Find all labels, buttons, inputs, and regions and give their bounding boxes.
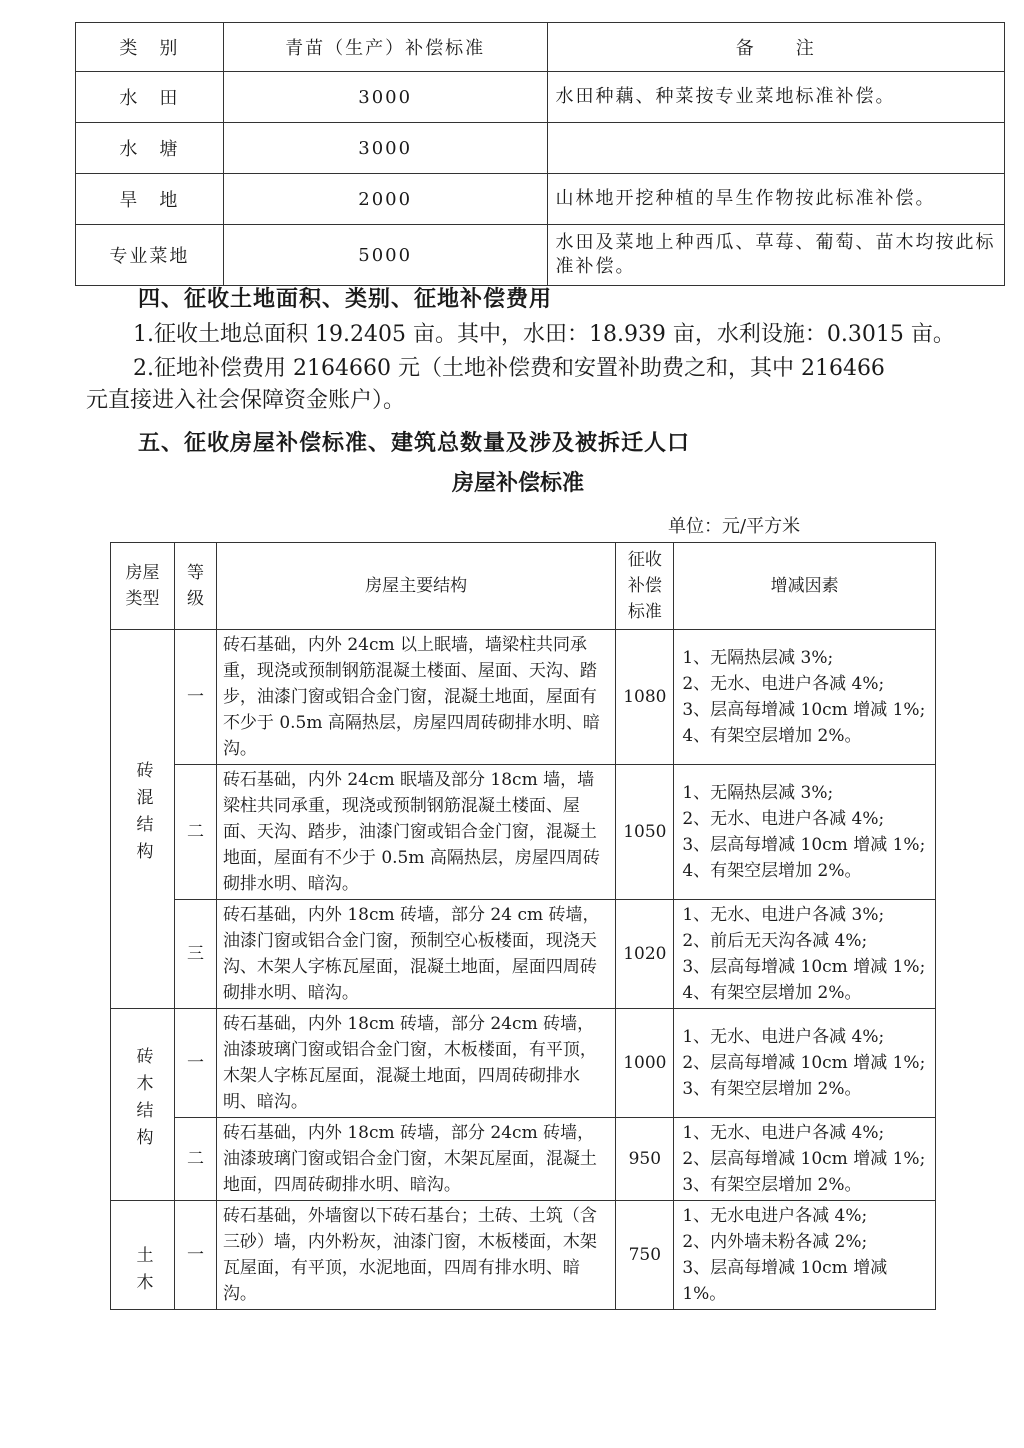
crop-header-note: 备 注 — [547, 23, 1005, 72]
crop-type: 水 塘 — [76, 123, 224, 174]
factor-item: 3、层高每增减 10cm 增减 1%。 — [682, 1258, 888, 1304]
factors-cell — [674, 1201, 936, 1310]
factor-item: 2、无水、电进户各减 4%; — [682, 674, 885, 694]
header-factors: 增减因素 — [674, 543, 936, 630]
section4-heading: 四、征收土地面积、类别、征地补偿费用 — [138, 286, 553, 312]
unit-label: 单位：元/平方米 — [668, 516, 801, 537]
crop-note: 水田种藕、种菜按专业菜地标准补偿。 — [547, 72, 1005, 123]
standard-cell: 750 — [616, 1201, 674, 1310]
section4-paragraph-2-line2: 元直接进入社会保障资金账户）。 — [86, 388, 406, 413]
structure-cell: 砖石基础，内外 18cm 砖墙，部分 24cm 砖墙，油漆玻璃门窗或铝合金门窗，木板楼面，有平顶，木架人字栋瓦屋面，混凝土地面，四周砖砌排水明、暗沟。 — [216, 1009, 615, 1118]
crop-standard: 3000 — [223, 72, 547, 123]
table-row — [111, 900, 936, 1009]
crop-standard: 3000 — [223, 123, 547, 174]
crop-header-type: 类 别 — [76, 23, 224, 72]
header-standard: 征收补偿标准 — [616, 543, 674, 630]
factor-item: 4、有架空层增加 2%。 — [682, 861, 862, 881]
grade-cell: 三 — [174, 900, 216, 1009]
structure-cell: 砖石基础，内外 24cm 以上眠墙，墙梁柱共同承重，现浇或预制钢筋混凝土楼面、屋面、天沟、踏步，油漆门窗或铝合金门窗，混凝土地面，屋面有不少于 0.5m 高隔热层，房屋四周砖砌排水明、暗沟。 — [216, 630, 615, 765]
crop-compensation-table — [75, 22, 1005, 286]
house-table-header — [111, 543, 936, 630]
house-compensation-table — [110, 542, 936, 1310]
structure-cell: 砖石基础，内外 24cm 眠墙及部分 18cm 墙，墙梁柱共同承重，现浇或预制钢筋混凝土楼面、屋面、天沟、踏步，油漆门窗或铝合金门窗，混凝土地面，屋面有不少于 0.5m 高隔热层，房屋四周砖砌排水明、暗沟。 — [216, 765, 615, 900]
standard-cell: 950 — [616, 1118, 674, 1201]
crop-note: 水田及菜地上种西瓜、草莓、葡萄、苗木均按此标准补偿。 — [547, 225, 1005, 286]
crop-type: 旱 地 — [76, 174, 224, 225]
house-type-cell: 砖混结构 — [111, 630, 175, 1009]
factor-item: 1、无水、电进户各减 4%; — [682, 1123, 885, 1143]
structure-cell: 砖石基础，内外 18cm 砖墙，部分 24cm 砖墙，油漆玻璃门窗或铝合金门窗，木架瓦屋面，混凝土地面，四周砖砌排水明、暗沟。 — [216, 1118, 615, 1201]
grade-cell: 一 — [174, 1201, 216, 1310]
factor-item: 2、层高每增减 10cm 增减 1%; — [682, 1053, 926, 1073]
factors-cell — [674, 765, 936, 900]
factor-item: 4、有架空层增加 2%。 — [682, 726, 862, 746]
factor-item: 3、层高每增减 10cm 增减 1%; — [682, 700, 926, 720]
factors-cell — [674, 900, 936, 1009]
crop-note — [547, 123, 1005, 174]
standard-cell: 1080 — [616, 630, 674, 765]
header-grade: 等级 — [174, 543, 216, 630]
factor-item: 2、层高每增减 10cm 增减 1%; — [682, 1149, 926, 1169]
factor-item: 1、无隔热层减 3%; — [682, 648, 834, 668]
grade-cell: 二 — [174, 1118, 216, 1201]
standard-cell: 1000 — [616, 1009, 674, 1118]
table-row — [76, 123, 1005, 174]
table-row — [76, 174, 1005, 225]
factor-item: 4、有架空层增加 2%。 — [682, 983, 862, 1003]
crop-table-header — [76, 23, 1005, 72]
table-row — [111, 630, 936, 765]
factor-item: 3、层高每增减 10cm 增减 1%; — [682, 957, 926, 977]
factor-item: 3、有架空层增加 2%。 — [682, 1175, 862, 1195]
grade-cell: 二 — [174, 765, 216, 900]
factor-item: 2、前后无天沟各减 4%; — [682, 931, 868, 951]
crop-type: 专业菜地 — [76, 225, 224, 286]
header-structure: 房屋主要结构 — [216, 543, 615, 630]
table-row — [111, 1118, 936, 1201]
table-row — [111, 1009, 936, 1118]
header-house-type: 房屋类型 — [111, 543, 175, 630]
factor-item: 1、无水、电进户各减 4%; — [682, 1027, 885, 1047]
grade-cell: 一 — [174, 1009, 216, 1118]
section4-paragraph-2-line1: 2.征地补偿费用 2164660 元（土地补偿费和安置补助费之和，其中 216466 — [133, 356, 885, 381]
table-row — [111, 765, 936, 900]
crop-note: 山林地开挖种植的旱生作物按此标准补偿。 — [547, 174, 1005, 225]
factor-item: 3、有架空层增加 2%。 — [682, 1079, 862, 1099]
standard-cell: 1050 — [616, 765, 674, 900]
crop-standard: 5000 — [223, 225, 547, 286]
house-type-cell: 砖木结构 — [111, 1009, 175, 1201]
house-table-title: 房屋补偿标准 — [452, 470, 585, 496]
table-row — [111, 1201, 936, 1310]
factor-item: 1、无隔热层减 3%; — [682, 783, 834, 803]
house-type-cell: 土木 — [111, 1201, 175, 1310]
structure-cell: 砖石基础，外墙窗以下砖石基台；土砖、土筑（含三砂）墙，内外粉灰，油漆门窗，木板楼面，木架瓦屋面，有平顶，水泥地面，四周有排水明、暗沟。 — [216, 1201, 615, 1310]
factor-item: 1、无水、电进户各减 3%; — [682, 905, 885, 925]
structure-cell: 砖石基础，内外 18cm 砖墙，部分 24 cm 砖墙，油漆门窗或铝合金门窗，预制空心板楼面，现浇天沟、木架人字栋瓦屋面，混凝土地面，屋面四周砖砌排水明、暗沟。 — [216, 900, 615, 1009]
factors-cell — [674, 630, 936, 765]
factor-item: 2、内外墙未粉各减 2%; — [682, 1232, 868, 1252]
crop-standard: 2000 — [223, 174, 547, 225]
crop-type: 水 田 — [76, 72, 224, 123]
factor-item: 1、无水电进户各减 4%; — [682, 1206, 868, 1226]
section5-heading: 五、征收房屋补偿标准、建筑总数量及涉及被拆迁人口 — [138, 430, 691, 456]
factor-item: 3、层高每增减 10cm 增减 1%; — [682, 835, 926, 855]
factor-item: 2、无水、电进户各减 4%; — [682, 809, 885, 829]
crop-header-standard: 青苗（生产）补偿标准 — [223, 23, 547, 72]
grade-cell: 一 — [174, 630, 216, 765]
section4-paragraph-1: 1.征收土地总面积 19.2405 亩。其中，水田：18.939 亩，水利设施：0.3015 亩。 — [133, 322, 955, 347]
standard-cell: 1020 — [616, 900, 674, 1009]
factors-cell — [674, 1118, 936, 1201]
factors-cell — [674, 1009, 936, 1118]
table-row — [76, 225, 1005, 286]
table-row — [76, 72, 1005, 123]
